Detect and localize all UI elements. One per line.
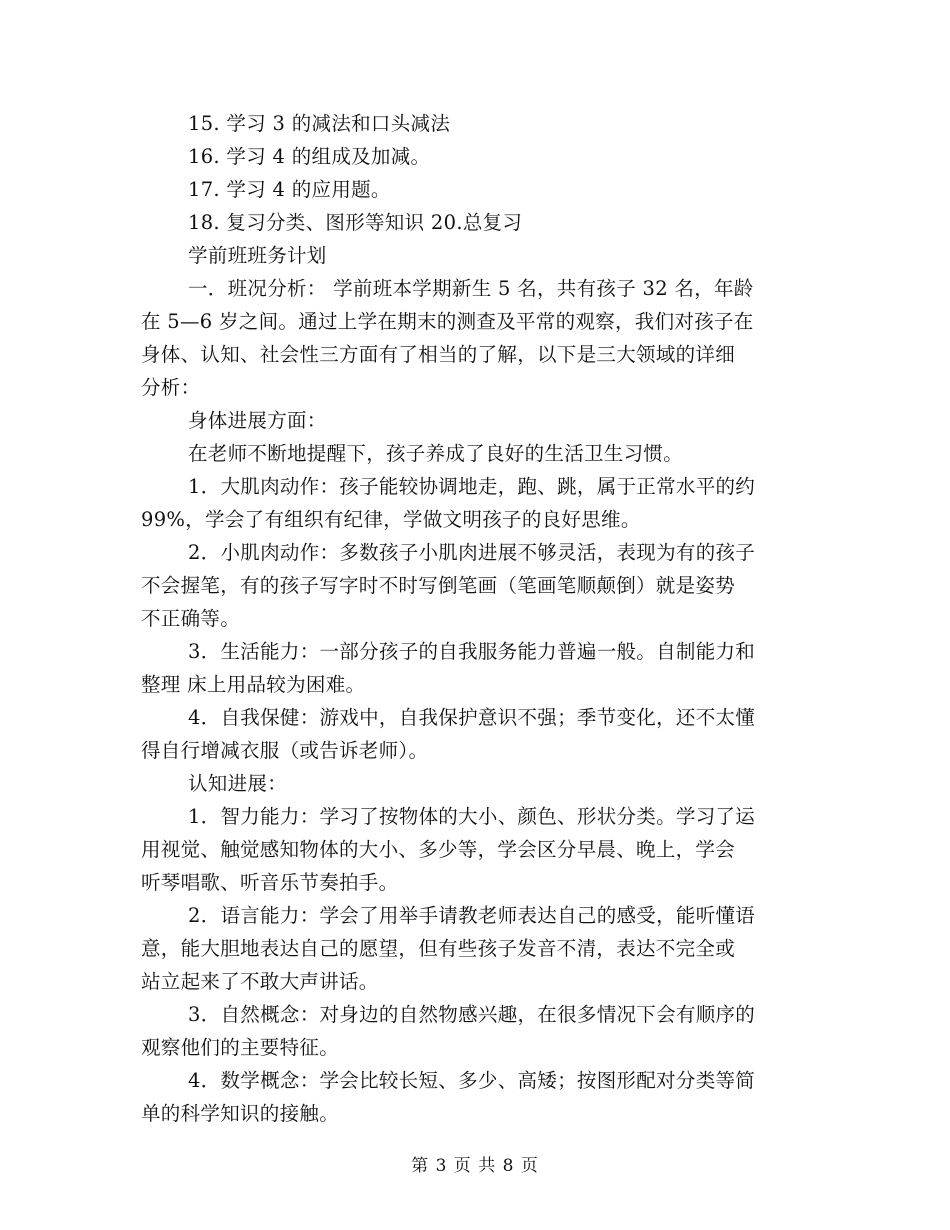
paragraph-line: 整理 床上用品较为困难。 xyxy=(141,673,366,696)
paragraph-line: 得自行增减衣服（或告诉老师）。 xyxy=(141,739,429,762)
section-title: 学前班班务计划 xyxy=(188,244,327,267)
list-item-15: 15. 学习 3 的减法和口头减法 xyxy=(188,112,451,135)
list-item-18: 18. 复习分类、图形等知识 20.总复习 xyxy=(188,211,523,234)
paragraph-line: 站立起来了不敢大声讲话。 xyxy=(141,970,379,993)
paragraph-line: 不会握笔，有的孩子写字时不时写倒笔画（笔画笔顺颠倒）就是姿势 xyxy=(141,574,736,597)
paragraph-line: 用视觉、触觉感知物体的大小、多少等，学会区分早晨、晚上，学会 xyxy=(141,838,736,861)
paragraph-line: 1．大肌肉动作：孩子能较协调地走，跑、跳，属于正常水平的约 xyxy=(188,475,756,498)
subheading-cognitive: 认知进展： xyxy=(188,772,288,795)
paragraph-line: 身体、认知、社会性三方面有了相当的了解，以下是三大领域的详细 xyxy=(141,343,736,366)
paragraph-line: 一．班况分析： 学前班本学期新生 5 名，共有孩子 32 名，年龄 xyxy=(188,277,754,300)
paragraph-line: 单的科学知识的接触。 xyxy=(141,1102,340,1125)
paragraph-line: 分析： xyxy=(141,376,201,399)
paragraph-line: 意，能大胆地表达自己的愿望，但有些孩子发音不清，表达不完全或 xyxy=(141,937,736,960)
list-item-16: 16. 学习 4 的组成及加减。 xyxy=(188,145,431,168)
paragraph-line: 2．小肌肉动作：多数孩子小肌肉进展不够灵活，表现为有的孩子 xyxy=(188,541,756,564)
paragraph-line: 观察他们的主要特征。 xyxy=(141,1036,340,1059)
paragraph-line: 4．数学概念：学会比较长短、多少、高矮；按图形配对分类等简 xyxy=(188,1069,756,1092)
paragraph-line: 2．语言能力：学会了用举手请教老师表达自己的感受，能听懂语 xyxy=(188,904,756,927)
paragraph-line: 3．生活能力：一部分孩子的自我服务能力普遍一般。自制能力和 xyxy=(188,640,756,663)
paragraph-line: 1．智力能力：学习了按物体的大小、颜色、形状分类。学习了运 xyxy=(188,805,756,828)
page-number-footer: 第 3 页 共 8 页 xyxy=(411,1156,539,1176)
list-item-17: 17. 学习 4 的应用题。 xyxy=(188,178,391,201)
paragraph-line: 听琴唱歌、听音乐节奏拍手。 xyxy=(141,871,399,894)
paragraph-line: 4．自我保健：游戏中，自我保护意识不强；季节变化，还不太懂 xyxy=(188,706,756,729)
paragraph-line: 99%，学会了有组织有纪律，学做文明孩子的良好思维。 xyxy=(141,508,641,531)
paragraph-line: 在老师不断地提醒下，孩子养成了良好的生活卫生习惯。 xyxy=(188,442,684,465)
paragraph-line: 在 5—6 岁之间。通过上学在期末的测查及平常的观察，我们对孩子在 xyxy=(141,310,754,333)
paragraph-line: 不正确等。 xyxy=(141,607,241,630)
paragraph-line: 3．自然概念：对身边的自然物感兴趣，在很多情况下会有顺序的 xyxy=(188,1003,756,1026)
subheading-physical: 身体进展方面： xyxy=(188,409,327,432)
